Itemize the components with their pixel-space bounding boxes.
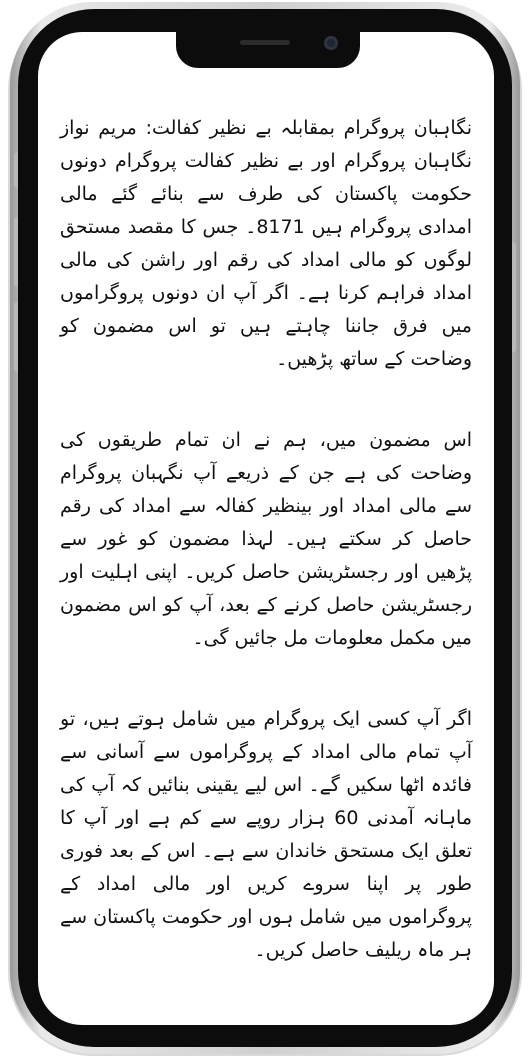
article-body (60, 112, 472, 1015)
front-camera-icon (324, 36, 338, 50)
article-paragraph-1: نگاہبان پروگرام بمقابلہ بے نظیر کفالت: مریم نواز نگاہبان پروگرام اور بے نظیر کفالت پروگرام دونوں حکومت پاکستان کی طرف سے بنائے گئے مالی امدادی پروگرام ہیں 8171۔ جس کا مقصد مستحق لوگوں کو مالی امداد کی رقم اور راشن کی مالی امداد فراہم کرنا ہے۔ اگر آپ ان دونوں پروگراموں میں فرق جاننا چاہتے ہیں تو اس مضمون کو وضاحت کے ساتھ پڑھیں۔ (60, 117, 472, 370)
speaker-grille (240, 40, 290, 45)
notch (176, 32, 360, 68)
phone-screen (38, 32, 494, 1025)
article-paragraph-3: اگر آپ کسی ایک پروگرام میں شامل ہوتے ہیں، تو آپ تمام مالی امداد کے پروگراموں سے آسانی سے فائدہ اٹھا سکیں گے۔ اس لیے یقینی بنائیں کہ آپ کی ماہانہ آمدنی 60 ہزار روپے سے کم ہے اور آپ کا تعلق ایک مستحق خاندان سے ہے۔ اس کے بعد فوری طور پر اپنا سروے کریں اور مالی امداد کے پروگراموں میں شامل ہوں اور حکومت پاکستان سے ہر ماہ ریلیف حاصل کریں۔ (60, 708, 472, 961)
article-paragraph-2: اس مضمون میں، ہم نے ان تمام طریقوں کی وضاحت کی ہے جن کے ذریعے آپ نگہبان پروگرام سے مالی امداد اور بینظیر کفالہ سے امداد کی رقم حاصل کر سکتے ہیں۔ لہذا مضمون کو غور سے پڑھیں اور رجسٹریشن حاصل کریں۔ اپنی اہلیت اور رجسٹریشن حاصل کرنے کے بعد، آپ کو اس مضمون میں مکمل معلومات مل جائیں گی۔ (60, 429, 472, 649)
